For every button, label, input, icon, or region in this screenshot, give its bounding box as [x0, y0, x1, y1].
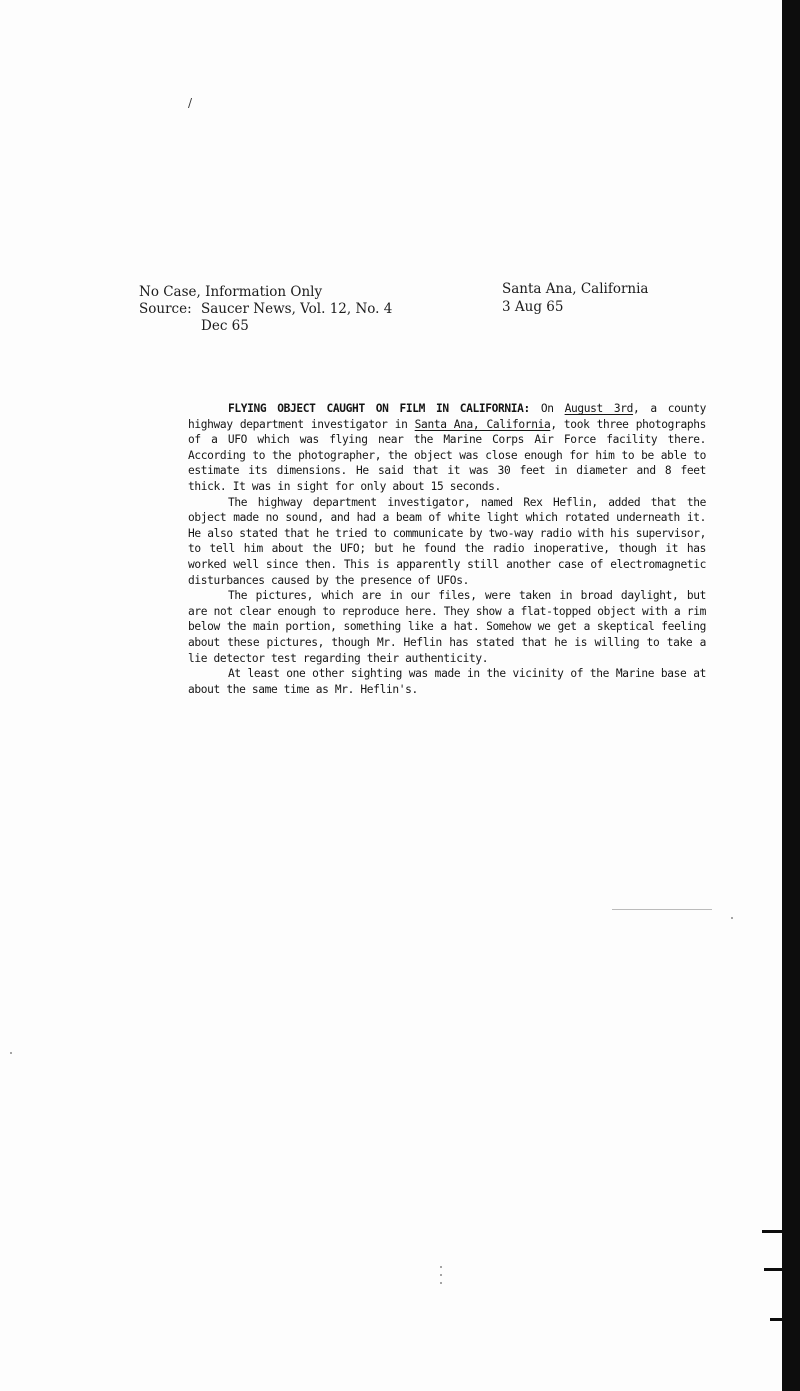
scan-artifact-dot [440, 1274, 442, 1276]
scan-artifact-dot [440, 1282, 442, 1284]
case-line [139, 284, 392, 301]
source-publication: Saucer News, Vol. 12, No. 4 [201, 301, 393, 317]
stray-pen-mark: / [188, 96, 193, 110]
article-paragraph: The pictures, which are in our files, were taken in broad daylight, but are not clear enough to reproduce here. They show a flat-topped object with a rim below the main portion, something like a hat. Somehow we get a skeptical feeling about these pictures, though Mr. Heflin has stated that he is willing to take a lie detector test regarding their authenticity. [188, 589, 706, 665]
scan-edge-notch [770, 1318, 784, 1321]
underlined-place: Santa Ana, California [414, 417, 551, 431]
sighting-location: Santa Ana, California [502, 281, 649, 297]
article-paragraph: The highway department investigator, named Rex Heflin, added that the object made no sound, and had a beam of white light which rotated underneath it. He also stated that he tried to communicate by two-way radio with his supervisor, to tell him about the UFO; but he found the radio inoperative, though it has worked well since then. This is apparently still another case of electromagnetic disturbances caused by the presence of UFOs. [188, 495, 706, 587]
scan-artifact-line [612, 909, 712, 910]
scan-edge [782, 0, 800, 1391]
scan-artifact-dot [10, 1052, 12, 1054]
source-date-line [139, 318, 392, 335]
location-header [502, 280, 648, 316]
scan-artifact-dot [731, 917, 733, 919]
case-label: No Case, Information Only [139, 284, 323, 300]
source-line [139, 301, 392, 318]
case-header [139, 284, 392, 335]
scan-artifact-dot [440, 1266, 442, 1268]
scan-edge-notch [762, 1230, 784, 1233]
article-headline: FLYING OBJECT CAUGHT ON FILM IN CALIFORNIA: [228, 402, 530, 415]
source-label: Source: [139, 301, 192, 317]
sighting-date: 3 Aug 65 [502, 299, 564, 315]
article-paragraph: FLYING OBJECT CAUGHT ON FILM IN CALIFORNIA: On August 3rd, a county highway department investigator in Santa Ana, California, took three photographs of a UFO which was flying near the Marine Corps Air Force facility there. According to the photographer, the object was close enough for him to be able to estimate its dimensions. He said that it was 30 feet in diameter and 8 feet thick. It was in sight for only about 15 seconds. [188, 402, 707, 493]
article-paragraph: At least one other sighting was made in the vicinity of the Marine base at about the same time as Mr. Heflin's. [188, 667, 706, 696]
article-body [188, 401, 706, 697]
source-date: Dec 65 [201, 318, 249, 334]
underlined-date: August 3rd [564, 402, 634, 415]
scan-edge-notch [764, 1268, 784, 1271]
